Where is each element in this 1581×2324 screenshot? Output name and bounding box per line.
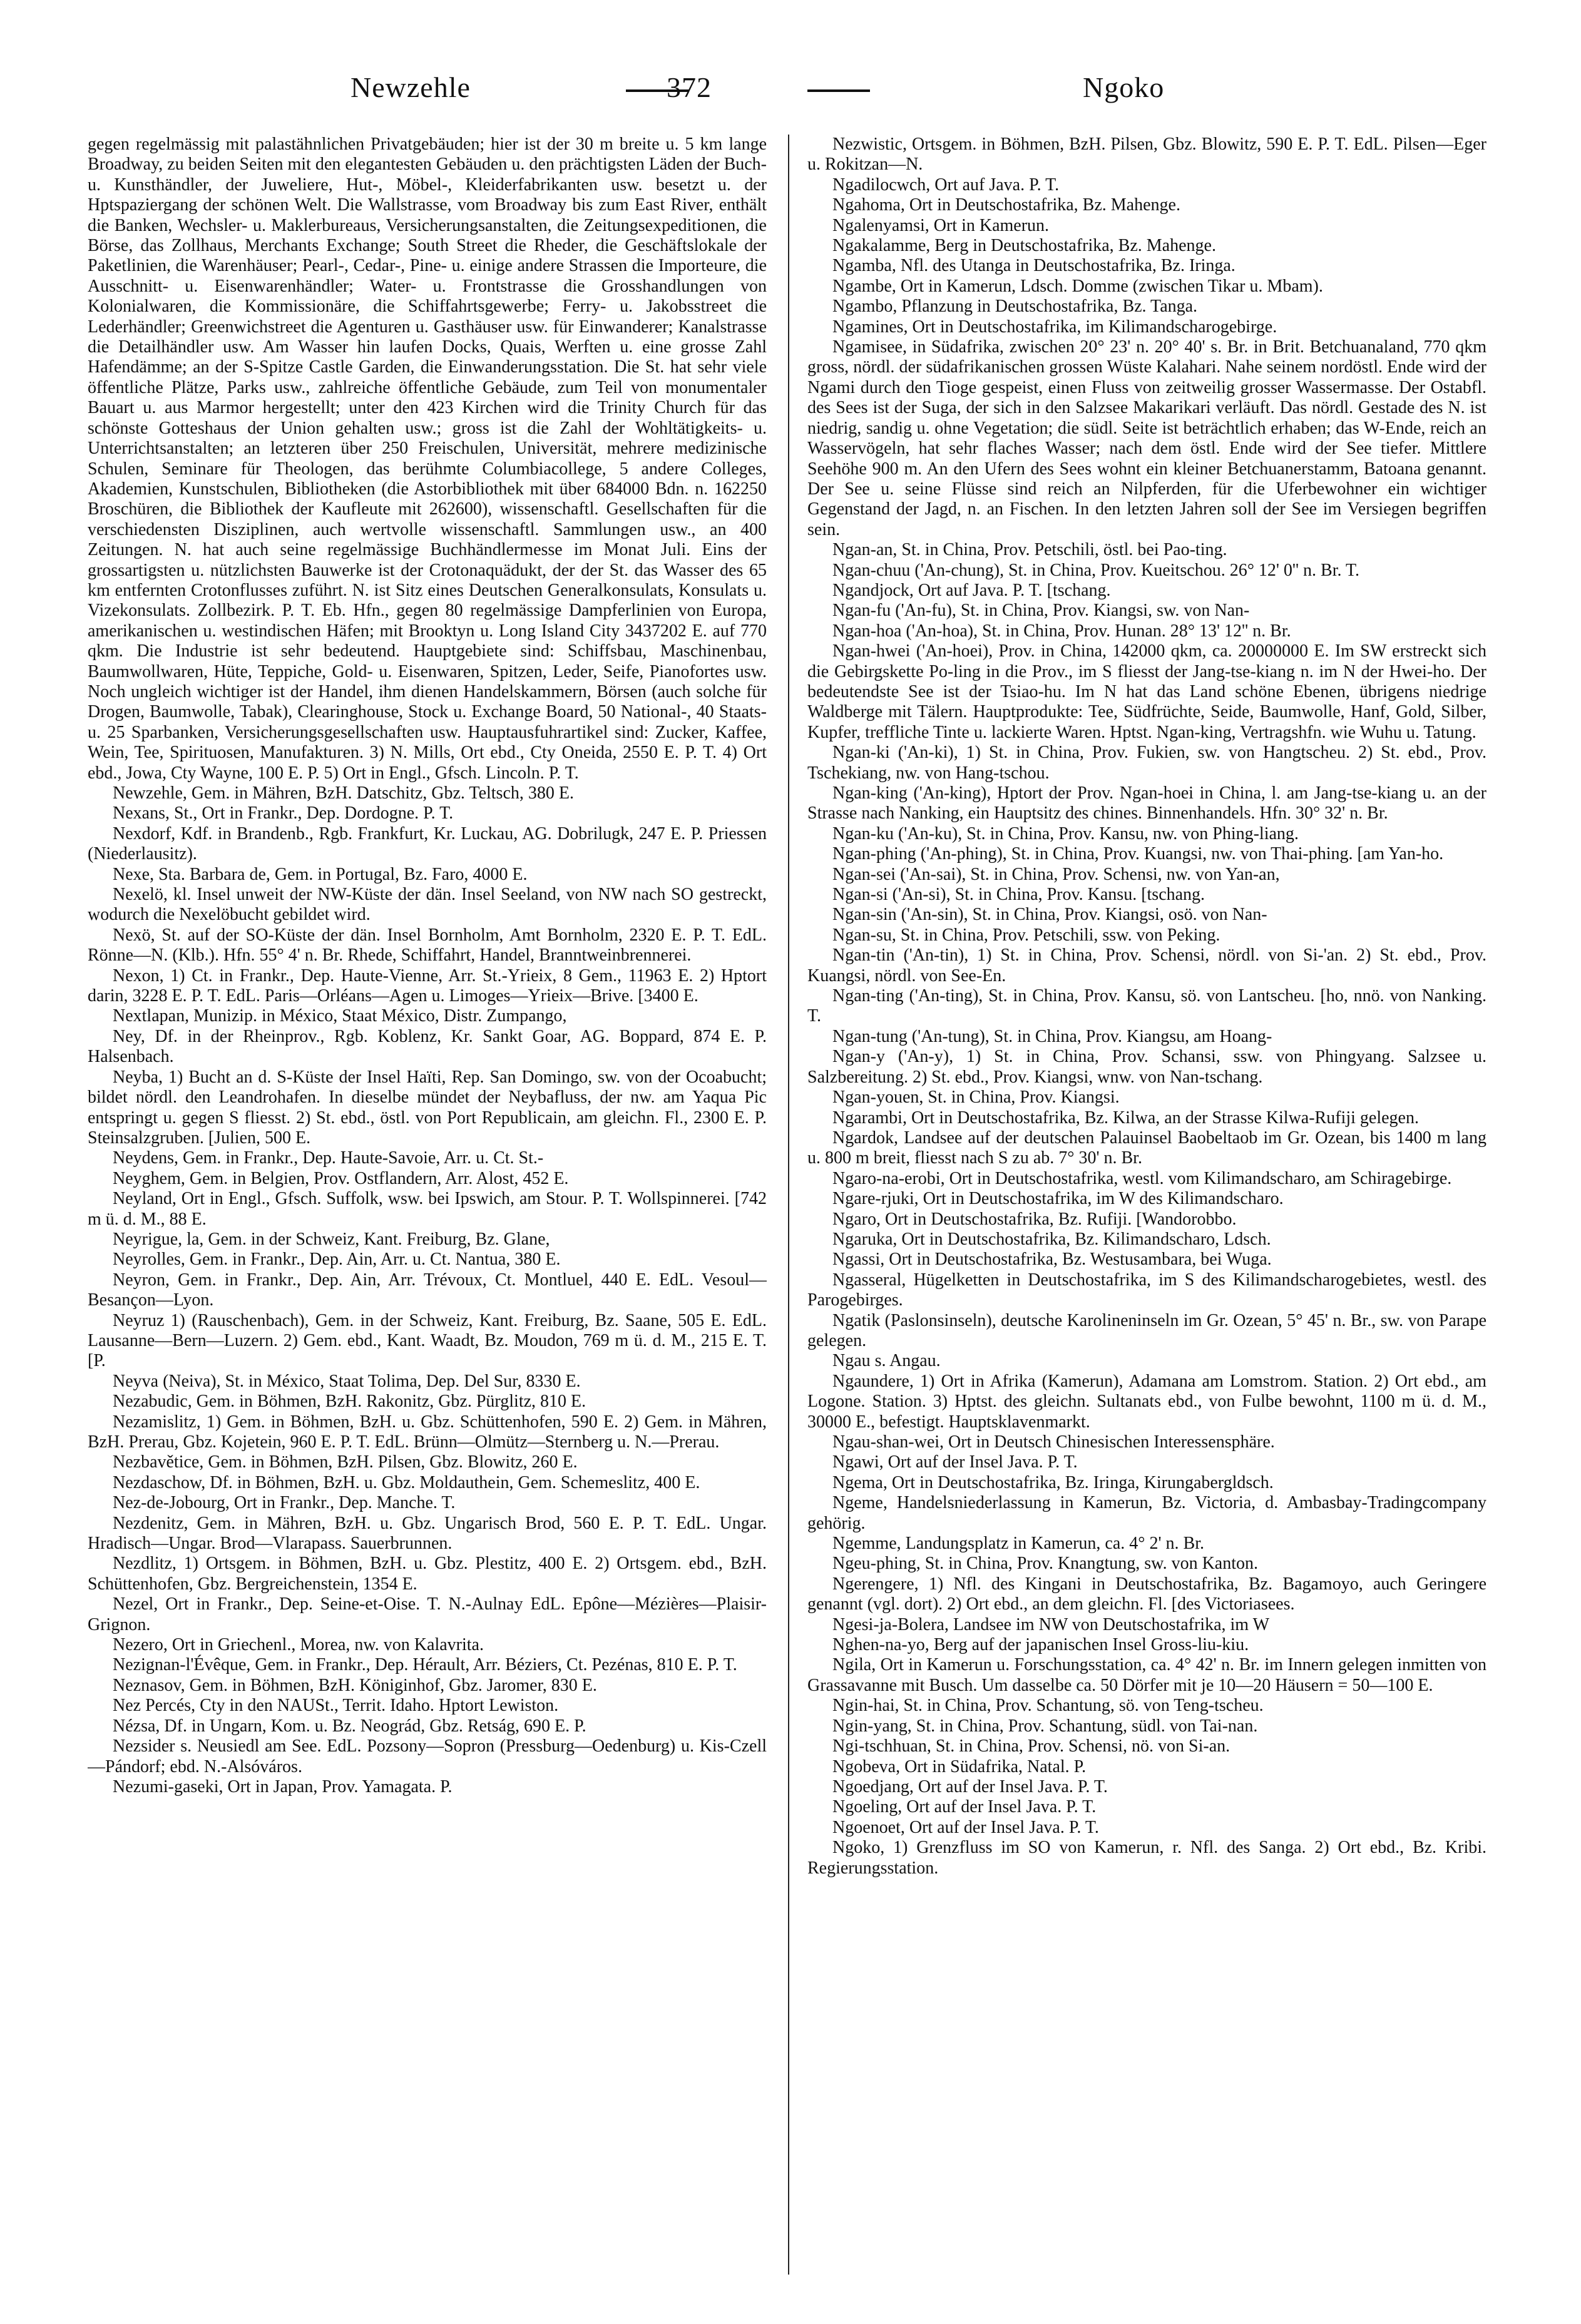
left-column-entry: Neznasov, Gem. in Böhmen, BzH. Königinhof, Gbz. Jaromer, 830 E. — [113, 1675, 597, 1695]
right-column-entry: Ngassi, Ort in Deutschostafrika, Bz. Westusambara, bei Wuga. — [832, 1250, 1272, 1270]
left-column-entry: Nexelö, kl. Insel unweit der NW-Küste der dän. Insel Seeland, von NW nach SO gestreckt, wodurch die Nexelöbucht gebildet wird. — [88, 885, 767, 925]
left-column-entry: Newzehle, Gem. in Mähren, BzH. Datschitz, Gbz. Teltsch, 380 E. — [113, 783, 574, 803]
right-column-entry: Ngan-si ('An-si), St. in China, Prov. Kansu. [tschang. — [832, 885, 1205, 905]
right-column-entry: Ngan-phing ('An-phing), St. in China, Prov. Kuangsi, nw. von Thai-phing. [am Yan-ho. — [832, 844, 1444, 864]
left-column-entry: Neyland, Ort in Engl., Gfsch. Suffolk, wsw. bei Ipswich, am Stour. P. T. Wollspinnerei. [742 m ü. d. M., 88 E. — [88, 1189, 767, 1229]
header-first-entry: Newzehle — [350, 71, 471, 103]
left-column-entry: Neyruz 1) (Rauschenbach), Gem. in der Schweiz, Kant. Freiburg, Bz. Saane, 505 E. EdL. Lausanne—Bern—Luzern. 2) Gem. ebd., Kant. Waadt, Bz. Moudon, 769 m ü. d. M., 215 E. T. [P. — [88, 1310, 767, 1371]
left-column-entry: Nez-de-Jobourg, Ort in Frankr., Dep. Manche. T. — [113, 1493, 456, 1513]
right-column-entry: Nghen-na-yo, Berg auf der japanischen Insel Gross-liu-kiu. — [832, 1635, 1249, 1655]
left-column-entry: Nexans, St., Ort in Frankr., Dep. Dordogne. P. T. — [113, 803, 454, 823]
right-column-entry: Ngarambi, Ort in Deutschostafrika, Bz. Kilwa, an der Strasse Kilwa-Rufiji gelegen. — [832, 1108, 1419, 1128]
right-column-entry: Ngan-chuu ('An-chung), St. in China, Prov. Kueitschou. 26° 12' 0'' n. Br. T. — [832, 560, 1359, 580]
left-column-entry: Nezel, Ort in Frankr., Dep. Seine-et-Oise. T. N.-Aulnay EdL. Epône—Mézières—Plaisir-Grignon. — [88, 1594, 767, 1634]
left-column-entry: Nezdenitz, Gem. in Mähren, BzH. u. Gbz. Ungarisch Brod, 560 E. P. T. EdL. Ungar. Hradisch—Ungar. Brod—Vlarapass. Sauerbrunnen. — [88, 1513, 767, 1554]
right-column-entry: Ngan-sin ('An-sin), St. in China, Prov. Kiangsi, osö. von Nan- — [832, 905, 1267, 925]
right-column-entry: Nezwistic, Ortsgem. in Böhmen, BzH. Pilsen, Gbz. Blowitz, 590 E. P. T. EdL. Pilsen—Eger u. Rokitzan—N. — [807, 135, 1486, 175]
right-column-entry: Ngila, Ort in Kamerun u. Forschungsstation, ca. 4° 42' n. Br. im Innern gelegen inmitten von Grassavanne mit Busch. Um dasselbe ca. 50 Dörfer mit je 10—20 Häusern = 50—100 E. — [807, 1655, 1486, 1695]
right-column-entry: Ngan-hwei ('An-hoei), Prov. in China, 142000 qkm, ca. 20000000 E. Im SW erstreckt sich die Gebirgskette Po-ling in die Prov., im S fliesst der Jang-tse-kiang n. im N der Hwei-ho. Der bedeutendste See ist der Tsiao-hu. Im N hat das Land schöne Ebenen, übrigens niedrige Waldberge mit Tälern. Hauptprodukte: Tee, Südfrüchte, Seide, Baumwolle, Hanf, Gold, Silber, Kupfer, treffliche Tinte u. lackierte Waren. Hptst. Ngan-king, Vertragshfn. wie Wuhu u. Tatung. — [807, 641, 1486, 742]
left-column-entry: Nexdorf, Kdf. in Brandenb., Rgb. Frankfurt, Kr. Luckau, AG. Dobrilugk, 247 E. P. Priessen (Niederlausitz). — [88, 823, 767, 864]
right-column-entry: Ngakalamme, Berg in Deutschostafrika, Bz. Mahenge. — [832, 236, 1216, 256]
right-column-entry: Ngatik (Paslonsinseln), deutsche Karolineninseln im Gr. Ozean, 5° 45' n. Br., sw. von Parape gelegen. — [807, 1310, 1486, 1350]
left-column-entry: gegen regelmässig mit palastähnlichen Privatgebäuden; hier ist der 30 m breite u. 5 km lange Broadway, zu beiden Seiten mit den elegantesten Gebäuden u. den prächtigsten Läden der Buch- u. Kunsthändler, der Juweliere, Hut-, Möbel-, Kleiderfabrikanten usw. besetzt u. der Hptspaziergang der schönen Welt. Die Wallstrasse, vom Broadway bis zum East River, enthält die Banken, Wechsler- u. Maklerbureaus, Versicherungsanstalten, die Zeitungsexpeditionen, die Börse, das Zollhaus, Merchants Exchange; South Street die Rheder, die Geschäftslokale der Paketlinien, die Warenhäuser; Pearl-, Cedar-, Pine- u. einige andere Strassen die Importeure, die Ausschnitt- u. Eisenwarenhändler; Water- u. Frontstrasse die Grosshandlungen von Kolonialwaren, die Kommissionäre, die Schiffahrtsgewerbe; Ferry- u. Jakobsstreet die Lederhändler; Greenwichstreet die Agenturen u. Gasthäuser usw. für Einwanderer; Kanalstrasse die Detailhändler usw. Am Wasser hin laufen Docks, Quais, Werften u. eine grosse Zahl Hafendämme; an der S-Spitze Castle Garden, die Einwanderungsstation. Die St. hat sehr viele öffentliche Plätze, Parks usw., zahlreiche öffentliche Gebäude, zum Teil von monumentaler Bauart u. aus Marmor hergestellt; unter den 423 Kirchen wird die Trinity Church für das schönste Gotteshaus der Union gehalten usw.; gross ist die Zahl der Wohltätigkeits- u. Unterrichtsanstalten; an letzteren über 250 Freischulen, Universität, mehrere medizinische Schulen, Seminare für Theologen, das berühmte Columbiacollege, 5 andere Colleges, Akademien, Kunstschulen, Bibliotheken (die Astorbibliothek mit über 684000 Bdn. n. 162250 Broschüren, die Bibliothek der Kaufleute mit 262600), wissenschaftl. Gesellschaften für die verschiedensten Disziplinen, auch wertvolle wissenschaftl. Sammlungen usw., an 400 Zeitungen. N. hat auch seine regelmässige Buchhändlermesse im Monat Juli. Eins der grossartigsten u. nützlichsten Bauwerke ist der Crotonaquädukt, der der St. das Wasser des 65 km entfernten Crotonflusses zuführt. N. ist Sitz eines Deutschen Generalkonsulats, Konsulats u. Vizekonsulats. Zollbezirk. P. T. Eb. Hfn., gegen 80 regelmässige Dampferlinien von Europa, amerikanischen u. westindischen Häfen; mit Brooktyn u. Long Island City 3437202 E. auf 770 qkm. Die Industrie ist sehr bedeutend. Hauptgebiete sind: Schiffsbau, Maschinenbau, Baumwollwaren, Hüte, Teppiche, Gold- u. Eisenwaren, Spitzen, Leder, Seife, Pianofortes usw. Noch ungleich wichtiger ist der Handel, ihm dienen Handelskammern, Börsen (auch solche für Drogen, Baumwolle, Tabak), Clearinghouse, Stock u. Exchange Board, 50 National-, 40 Staats- u. 25 Sparbanken, Versicherungsgesellschaften usw. Hauptausfuhrartikel sind: Zucker, Kaffee, Wein, Tee, Spirituosen, Manufakturen. 3) N. Mills, Ort ebd., Cty Oneida, 2550 E. P. T. 4) Ort ebd., Jowa, Cty Wayne, 100 E. P. 5) Ort in Engl., Gfsch. Lincoln. P. T. — [88, 135, 767, 783]
right-column-entry: Ngandjock, Ort auf Java. P. T. [tschang. — [832, 580, 1111, 600]
right-column-entry: Ngoeling, Ort auf der Insel Java. P. T. — [832, 1797, 1097, 1817]
left-column-entry: Ney, Df. in der Rheinprov., Rgb. Koblenz, Kr. Sankt Goar, AG. Boppard, 874 E. P. Halsenbach. — [88, 1026, 767, 1067]
right-column-entry: Ngin-yang, St. in China, Prov. Schantung, südl. von Tai-nan. — [832, 1716, 1258, 1736]
right-column-entry: Ngalenyamsi, Ort in Kamerun. — [832, 215, 1050, 235]
header-dash-right — [807, 89, 870, 92]
left-column-entry: Nezbavětice, Gem. in Böhmen, BzH. Pilsen, Gbz. Blowitz, 260 E. — [113, 1452, 578, 1472]
right-column-entry: Ngaro-na-erobi, Ort in Deutschostafrika, westl. vom Kilimandscharo, am Schiragebirge. — [832, 1168, 1452, 1188]
left-column-entry: Nezamislitz, 1) Gem. in Böhmen, BzH. u. Gbz. Schüttenhofen, 590 E. 2) Gem. in Mähren, BzH. Prerau, Gbz. Kojetein, 960 E. P. T. EdL. Brünn—Olmütz—Sternberg u. N.—Prerau. — [88, 1412, 767, 1452]
header-last-entry: Ngoko — [1083, 71, 1165, 103]
right-column-entry: Ngan-su, St. in China, Prov. Petschili, ssw. von Peking. — [832, 925, 1220, 945]
left-column-entry: Nezsider s. Neusiedl am See. EdL. Pozsony—Sopron (Pressburg—Oedenburg) u. Kis-Czell—Pándorf; ebd. N.-Alsóváros. — [88, 1736, 767, 1776]
right-column-entry: Ngan-ting ('An-ting), St. in China, Prov. Kansu, sö. von Lantscheu. [ho, nnö. von Nanking. T. — [807, 986, 1486, 1026]
right-column-entry: Ngan-ki ('An-ki), 1) St. in China, Prov. Fukien, sw. von Hangtscheu. 2) St. ebd., Prov. Tschekiang, nw. von Hang-tschou. — [807, 743, 1486, 783]
left-column-entry: Nezumi-gaseki, Ort in Japan, Prov. Yamagata. P. — [113, 1776, 453, 1797]
left-column — [88, 135, 767, 2275]
left-column-entry: Nezabudic, Gem. in Böhmen, BzH. Rakonitz, Gbz. Pürglitz, 810 E. — [113, 1392, 586, 1412]
left-column-entry: Nez Percés, Cty in den NAUSt., Territ. Idaho. Hptort Lewiston. — [113, 1696, 559, 1716]
left-column-entry: Nézsa, Df. in Ungarn, Kom. u. Bz. Neográd, Gbz. Retság, 690 E. P. — [113, 1716, 586, 1736]
right-column-entry: Ngerengere, 1) Nfl. des Kingani in Deutschostafrika, Bz. Bagamoyo, auch Geringere genannt (vgl. dort). 2) Ort ebd., an dem gleichn. Fl. [des Victoriasees. — [807, 1574, 1486, 1614]
right-column-entry: Ngaruka, Ort in Deutschostafrika, Bz. Kilimandscharo, Ldsch. — [832, 1229, 1271, 1249]
column-rule — [788, 135, 789, 2275]
right-column-entry: Ngamines, Ort in Deutschostafrika, im Kilimandscharogebirge. — [832, 317, 1277, 337]
right-column-entry: Ngau-shan-wei, Ort in Deutsch Chinesischen Interessensphäre. — [832, 1432, 1275, 1452]
right-column-entry: Ngawi, Ort auf der Insel Java. P. T. — [832, 1452, 1078, 1472]
right-column-entry: Ngambo, Pflanzung in Deutschostafrika, Bz. Tanga. — [832, 297, 1198, 317]
left-column-entry: Neyrolles, Gem. in Frankr., Dep. Ain, Arr. u. Ct. Nantua, 380 E. — [113, 1250, 561, 1270]
right-column-entry: Ngesi-ja-Bolera, Landsee im NW von Deutschostafrika, im W — [832, 1614, 1269, 1634]
right-column-entry: Ngan-ku ('An-ku), St. in China, Prov. Kansu, nw. von Phing-liang. — [832, 823, 1299, 843]
right-column-entry: Ngaro, Ort in Deutschostafrika, Bz. Rufiji. [Wandorobbo. — [832, 1209, 1237, 1229]
right-column-entry: Ngan-an, St. in China, Prov. Petschili, östl. bei Pao-ting. — [832, 540, 1227, 560]
right-column-entry: Ngahoma, Ort in Deutschostafrika, Bz. Mahenge. — [832, 195, 1180, 215]
page-number: 372 — [667, 71, 712, 103]
right-column-entry: Ngasseral, Hügelketten in Deutschostafrika, im S des Kilimandscharogebietes, westl. des Parogebirges. — [807, 1270, 1486, 1310]
right-column-entry: Ngan-fu ('An-fu), St. in China, Prov. Kiangsi, sw. von Nan- — [832, 601, 1250, 621]
right-column-entry: Ngare-rjuki, Ort in Deutschostafrika, im W des Kilimandscharo. — [832, 1189, 1284, 1209]
right-column-entry: Ngema, Ort in Deutschostafrika, Bz. Iringa, Kirungabergldsch. — [832, 1472, 1274, 1492]
right-column-entry: Ngeme, Handelsniederlassung in Kamerun, Bz. Victoria, d. Ambasbay-Tradingcompany gehörig. — [807, 1493, 1486, 1533]
left-column-entry: Neydens, Gem. in Frankr., Dep. Haute-Savoie, Arr. u. Ct. St.- — [113, 1148, 544, 1168]
left-column-entry: Neyva (Neiva), St. in México, Staat Tolima, Dep. Del Sur, 8330 E. — [113, 1371, 581, 1391]
right-column-entry: Ngan-y ('An-y), 1) St. in China, Prov. Schansi, ssw. von Phingyang. Salzsee u. Salzbereitung. 2) St. ebd., Prov. Kiangsi, wnw. von Nan-tschang. — [807, 1047, 1486, 1087]
left-column-entry: Neyghem, Gem. in Belgien, Prov. Ostflandern, Arr. Alost, 452 E. — [113, 1168, 569, 1188]
left-column-entry: Nezdlitz, 1) Ortsgem. in Böhmen, BzH. u. Gbz. Plestitz, 400 E. 2) Ortsgem. ebd., BzH. Schüttenhofen, Gbz. Bergreichenstein, 1354 E. — [88, 1554, 767, 1594]
right-column-entry: Ngoedjang, Ort auf der Insel Java. P. T. — [832, 1776, 1108, 1797]
left-column-entry: Nexö, St. auf der SO-Küste der dän. Insel Bornholm, Amt Bornholm, 2320 E. P. T. EdL. Rönne—N. (Klb.). Hfn. 55° 4' n. Br. Rhede, Schiffahrt, Handel, Branntweinbrennerei. — [88, 925, 767, 966]
left-column-entry: Nezdaschow, Df. in Böhmen, BzH. u. Gbz. Moldauthein, Gem. Schemeslitz, 400 E. — [113, 1472, 700, 1492]
left-column-entry: Nexon, 1) Ct. in Frankr., Dep. Haute-Vienne, Arr. St.-Yrieix, 8 Gem., 11963 E. 2) Hptort darin, 3228 E. P. T. EdL. Paris—Orléans—Agen u. Limoges—Yrieix—Brive. [3400 E. — [88, 966, 767, 1006]
left-column-entry: Nextlapan, Munizip. in México, Staat México, Distr. Zumpango, — [113, 1006, 567, 1026]
left-column-entry: Neyron, Gem. in Frankr., Dep. Ain, Arr. Trévoux, Ct. Montluel, 440 E. EdL. Vesoul—Besançon—Lyon. — [88, 1270, 767, 1310]
right-column-entry: Ngobeva, Ort in Südafrika, Natal. P. — [832, 1756, 1087, 1776]
right-column-entry: Ngan-tin ('An-tin), 1) St. in China, Prov. Schensi, nördl. von Si-'an. 2) St. ebd., Prov. Kuangsi, nördl. von See-En. — [807, 945, 1486, 986]
right-column-entry: Ngan-sei ('An-sai), St. in China, Prov. Schensi, nw. von Yan-an, — [832, 864, 1280, 884]
right-column-entry: Ngan-king ('An-king), Hptort der Prov. Ngan-hoei in China, l. am Jang-tse-kiang u. an der Strasse nach Nanking, ein Hauptsitz des chines. Binnenhandels. Hfn. 30° 32' n. Br. — [807, 783, 1486, 823]
right-column-entry: Ngoko, 1) Grenzfluss im SO von Kamerun, r. Nfl. des Sanga. 2) Ort ebd., Bz. Kribi. Regierungsstation. — [807, 1838, 1486, 1878]
right-column-entry: Ngamba, Nfl. des Utanga in Deutschostafrika, Bz. Iringa. — [832, 256, 1236, 276]
left-column-entry: Neyrigue, la, Gem. in der Schweiz, Kant. Freiburg, Bz. Glane, — [113, 1229, 550, 1249]
right-column-entry: Ngaundere, 1) Ort in Afrika (Kamerun), Adamana am Lomstrom. Station. 2) Ort ebd., am Logone. Station. 3) Hptst. des gleichn. Sultanats ebd., von Fulbe bewohnt, 1100 m ü. d. M., 30000 E., befestigt. Hauptsklavenmarkt. — [807, 1371, 1486, 1432]
right-column-entry: Ngemme, Landungsplatz in Kamerun, ca. 4° 2' n. Br. — [832, 1534, 1204, 1554]
left-column-entry: Nezignan-l'Évêque, Gem. in Frankr., Dep. Hérault, Arr. Béziers, Ct. Pezénas, 810 E. P. T. — [113, 1655, 737, 1675]
right-column-entry: Ngamisee, in Südafrika, zwischen 20° 23' n. 20° 40' s. Br. in Brit. Betchuanaland, 770 qkm gross, nördl. der südafrikanischen grossen Wüste Kalahari. Nahe seinem nordöstl. Ende wird der Ngami durch den Tioge gespeist, einen Fluss von zeitweilig grosser Wassermasse. Der Ostabfl. des Sees ist der Suga, der sich in den Salzsee Makarikari verläuft. Das nördl. Gestade des N. ist niedrig, sandig u. ohne Vegetation; die südl. Seite ist beträchtlich erhaben; das W-Ende, reich an Wasservögeln, hat sehr flaches Wasser; nach dem östl. Ende wird der See tiefer. Mittlere Seehöhe 900 m. An den Ufern des Sees wohnt ein kleiner Betchuanerstamm, Batoana genannt. Der See u. seine Flüsse sind reich an Nilpferden, für die Uferbewohner ein wichtiger Gegenstand der Jagd, n. an Fischen. In den letzten Jahren soll der See im Versiegen begriffen sein. — [807, 337, 1486, 539]
right-column-entry: Ngadilocwch, Ort auf Java. P. T. — [832, 175, 1060, 195]
right-column-entry: Ngi-tschhuan, St. in China, Prov. Schensi, nö. von Si-an. — [832, 1736, 1231, 1756]
right-column-entry: Ngoenoet, Ort auf der Insel Java. P. T. — [832, 1817, 1099, 1837]
right-column-entry: Ngin-hai, St. in China, Prov. Schantung, sö. von Teng-tscheu. — [832, 1696, 1264, 1716]
left-column-entry: Nexe, Sta. Barbara de, Gem. in Portugal, Bz. Faro, 4000 E. — [113, 864, 528, 884]
left-column-entry: Nezero, Ort in Griechenl., Morea, nw. von Kalavrita. — [113, 1635, 484, 1655]
right-column-entry: Ngambe, Ort in Kamerun, Ldsch. Domme (zwischen Tikar u. Mbam). — [832, 276, 1323, 296]
right-column — [807, 135, 1486, 2275]
left-column-entry: Neyba, 1) Bucht an d. S-Küste der Insel Haïti, Rep. San Domingo, sw. von der Ocoabucht; bildet nördl. den Leandrohafen. In dieselbe mündet der Neybafluss, der nw. am Yaqua Pic entspringt u. gegen S fliesst. 2) St. ebd., östl. von Port Republicain, am gleichn. Fl., 2300 E. P. Steinsalzgruben. [Julien, 500 E. — [88, 1067, 767, 1148]
right-column-entry: Ngau s. Angau. — [832, 1351, 941, 1371]
right-column-entry: Ngardok, Landsee auf der deutschen Palauinsel Baobeltaob im Gr. Ozean, bis 1400 m lang u. 800 m breit, fliesst nach S zu ab. 7° 30' n. Br. — [807, 1128, 1486, 1168]
right-column-entry: Ngan-youen, St. in China, Prov. Kiangsi. — [832, 1088, 1120, 1108]
right-column-entry: Ngan-hoa ('An-hoa), St. in China, Prov. Hunan. 28° 13' 12'' n. Br. — [832, 621, 1291, 641]
running-head — [94, 59, 1487, 122]
right-column-entry: Ngan-tung ('An-tung), St. in China, Prov. Kiangsu, am Hoang- — [832, 1026, 1272, 1046]
right-column-entry: Ngeu-phing, St. in China, Prov. Knangtung, sw. von Kanton. — [832, 1554, 1258, 1574]
